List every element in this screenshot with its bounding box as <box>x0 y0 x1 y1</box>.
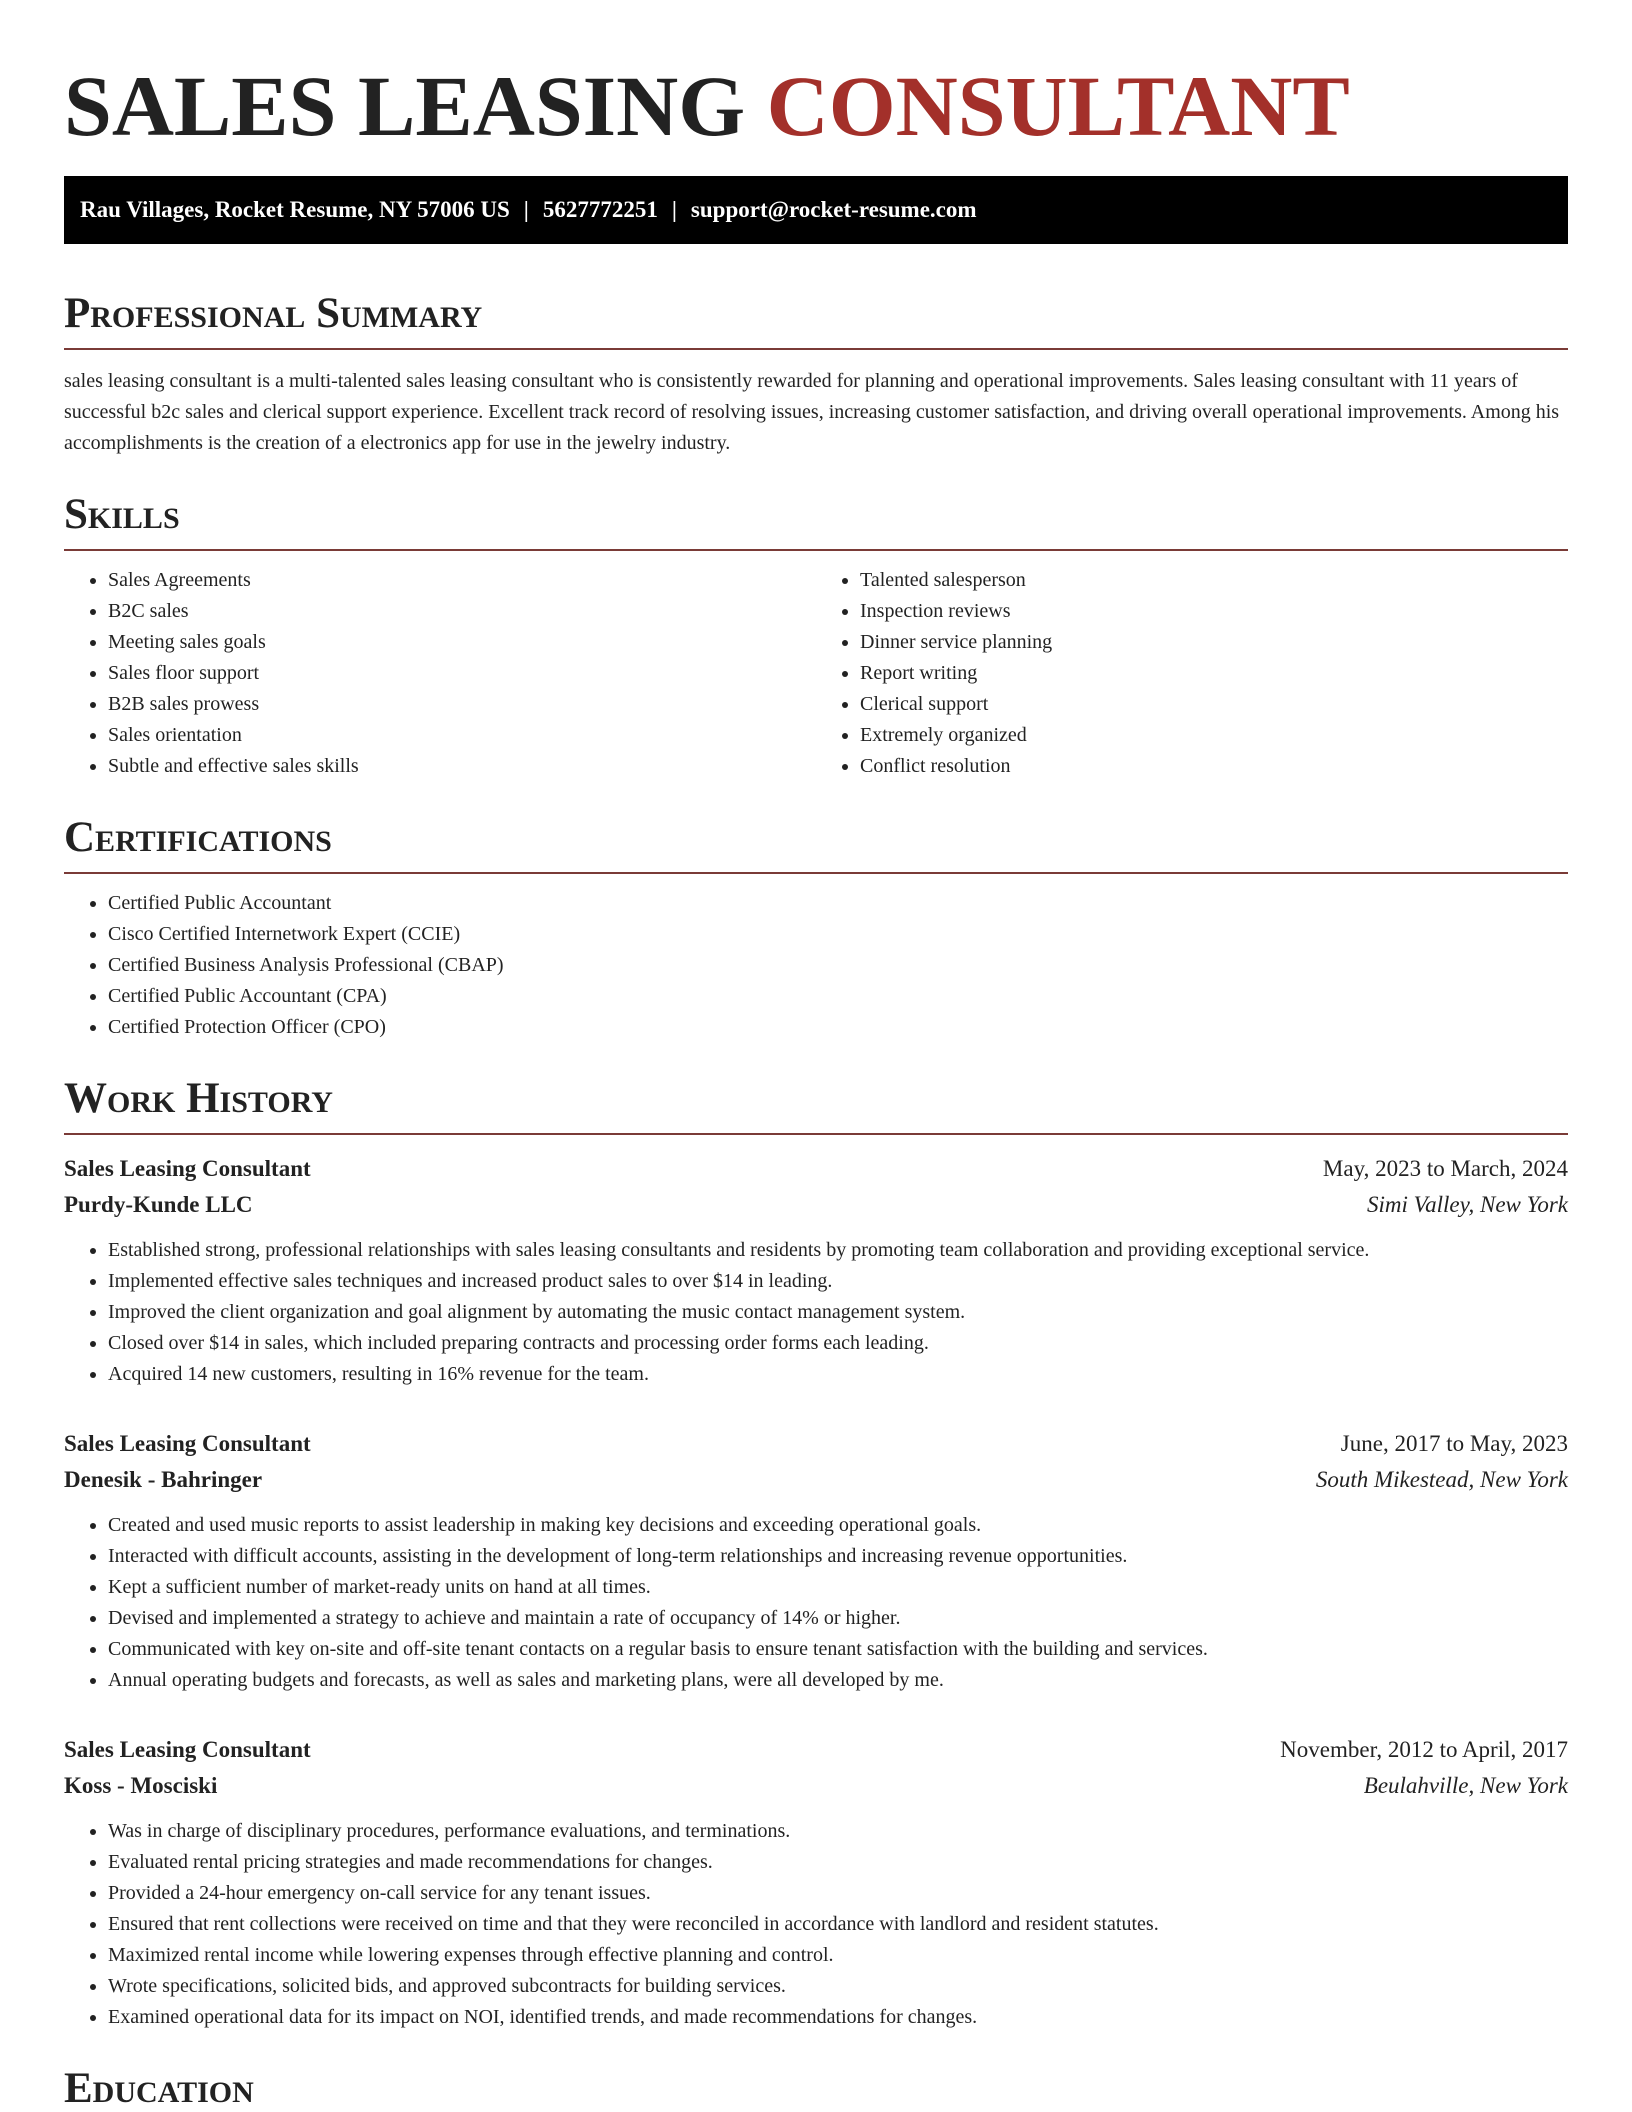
job-company-row <box>64 1462 1568 1498</box>
skill-item: • Sales floor support <box>108 658 816 689</box>
skills-list-left <box>64 565 816 782</box>
job-bullets <box>64 1510 1568 1696</box>
contact-email[interactable]: support@rocket-resume.com <box>690 197 977 222</box>
job-title: Sales Leasing Consultant <box>64 1156 311 1181</box>
skill-item: • Talented salesperson <box>860 565 1568 596</box>
job-bullet: • Maximized rental income while lowering expenses through effective planning and control. <box>108 1940 1568 1971</box>
skill-item: • Inspection reviews <box>860 596 1568 627</box>
job-location: Simi Valley, New York <box>1366 1192 1568 1217</box>
skills-list-right <box>816 565 1568 782</box>
skills-grid <box>64 551 1568 782</box>
job-bullet: • Devised and implemented a strategy to achieve and maintain a rate of occupancy of 14% or higher. <box>108 1603 1568 1634</box>
certification-item: • Cisco Certified Internetwork Expert (CCIE) <box>108 919 1568 950</box>
job-title: Sales Leasing Consultant <box>64 1431 311 1456</box>
job-bullet: • Was in charge of disciplinary procedures, performance evaluations, and terminations. <box>108 1816 1568 1847</box>
job-location: South Mikestead, New York <box>1315 1467 1568 1492</box>
job-title: Sales Leasing Consultant <box>64 1737 311 1762</box>
job-company-row <box>64 1768 1568 1804</box>
skill-item: • B2C sales <box>108 596 816 627</box>
job-dates: November, 2012 to April, 2017 <box>1280 1737 1568 1762</box>
skill-item: • Clerical support <box>860 689 1568 720</box>
job-company: Koss - Mosciski <box>64 1773 218 1798</box>
job-entry <box>64 1732 1568 2033</box>
job-bullet: • Interacted with difficult accounts, assisting in the development of long-term relationships and increasing revenue opportunities. <box>108 1541 1568 1572</box>
contact-address: Rau Villages, Rocket Resume, NY 57006 US <box>80 197 510 222</box>
title-accent: CONSULTANT <box>766 58 1350 154</box>
job-location: Beulahville, New York <box>1363 1773 1568 1798</box>
job-dates: May, 2023 to March, 2024 <box>1322 1156 1568 1181</box>
job-dates: June, 2017 to May, 2023 <box>1340 1431 1568 1456</box>
certifications-list <box>64 888 1568 1043</box>
job-bullet: • Evaluated rental pricing strategies and made recommendations for changes. <box>108 1847 1568 1878</box>
education-heading: Education <box>64 2063 1568 2112</box>
job-bullet: • Established strong, professional relationships with sales leasing consultants and residents by promoting team collaboration and providing exceptional service. <box>108 1235 1568 1266</box>
work-history-heading: Work History <box>64 1073 1568 1135</box>
certification-item: • Certified Business Analysis Professional (CBAP) <box>108 950 1568 981</box>
skill-item: • Sales orientation <box>108 720 816 751</box>
contact-bar <box>64 176 1568 244</box>
skills-heading: Skills <box>64 489 1568 551</box>
job-company-row <box>64 1187 1568 1223</box>
job-company: Purdy-Kunde LLC <box>64 1192 253 1217</box>
job-bullet: • Implemented effective sales techniques and increased product sales to over $14 in leading. <box>108 1266 1568 1297</box>
page-title <box>64 0 1568 156</box>
skill-item: • Sales Agreements <box>108 565 816 596</box>
skill-item: • Report writing <box>860 658 1568 689</box>
job-header-row <box>64 1151 1568 1187</box>
job-bullets <box>64 1816 1568 2033</box>
certification-item: • Certified Public Accountant <box>108 888 1568 919</box>
job-entry <box>64 1151 1568 1390</box>
job-bullet: • Improved the client organization and goal alignment by automating the music contact management system. <box>108 1297 1568 1328</box>
job-header-row <box>64 1732 1568 1768</box>
job-bullet: • Annual operating budgets and forecasts, as well as sales and marketing plans, were all developed by me. <box>108 1665 1568 1696</box>
skill-item: • Meeting sales goals <box>108 627 816 658</box>
job-bullet: • Wrote specifications, solicited bids, and approved subcontracts for building services. <box>108 1971 1568 2002</box>
job-bullet: • Kept a sufficient number of market-ready units on hand at all times. <box>108 1572 1568 1603</box>
contact-separator: | <box>671 197 677 222</box>
job-header-row <box>64 1426 1568 1462</box>
job-bullet: • Closed over $14 in sales, which included preparing contracts and processing order forms each leading. <box>108 1328 1568 1359</box>
job-entry <box>64 1426 1568 1696</box>
skill-item: • Conflict resolution <box>860 751 1568 782</box>
skill-item: • Extremely organized <box>860 720 1568 751</box>
job-bullets <box>64 1235 1568 1390</box>
contact-phone: 5627772251 <box>542 197 658 222</box>
job-bullet: • Provided a 24-hour emergency on-call service for any tenant issues. <box>108 1878 1568 1909</box>
skill-item: • Dinner service planning <box>860 627 1568 658</box>
job-bullet: • Examined operational data for its impact on NOI, identified trends, and made recommendations for changes. <box>108 2002 1568 2033</box>
job-bullet: • Communicated with key on-site and off-site tenant contacts on a regular basis to ensure tenant satisfaction with the building and services. <box>108 1634 1568 1665</box>
job-bullet: • Acquired 14 new customers, resulting in 16% revenue for the team. <box>108 1359 1568 1390</box>
certification-item: • Certified Protection Officer (CPO) <box>108 1012 1568 1043</box>
job-bullet: • Ensured that rent collections were received on time and that they were reconciled in accordance with landlord and resident statutes. <box>108 1909 1568 1940</box>
certifications-heading: Certifications <box>64 812 1568 874</box>
job-bullet: • Created and used music reports to assist leadership in making key decisions and exceeding operational goals. <box>108 1510 1568 1541</box>
contact-separator: | <box>523 197 529 222</box>
title-main: SALES LEASING <box>64 58 746 154</box>
summary-heading: Professional Summary <box>64 288 1568 350</box>
skill-item: • Subtle and effective sales skills <box>108 751 816 782</box>
job-company: Denesik - Bahringer <box>64 1467 263 1492</box>
certification-item: • Certified Public Accountant (CPA) <box>108 981 1568 1012</box>
summary-text: sales leasing consultant is a multi-talented sales leasing consultant who is consistently rewarded for planning and operational improvements. Sales leasing consultant with 11 years of successful b2c sales and clerical support experience. Excellent track record of resolving issues, increasing customer satisfaction, and driving overall operational improvements. Among his accomplishments is the creation of a electronics app for use in the jewelry industry. <box>64 370 1560 454</box>
skill-item: • B2B sales prowess <box>108 689 816 720</box>
